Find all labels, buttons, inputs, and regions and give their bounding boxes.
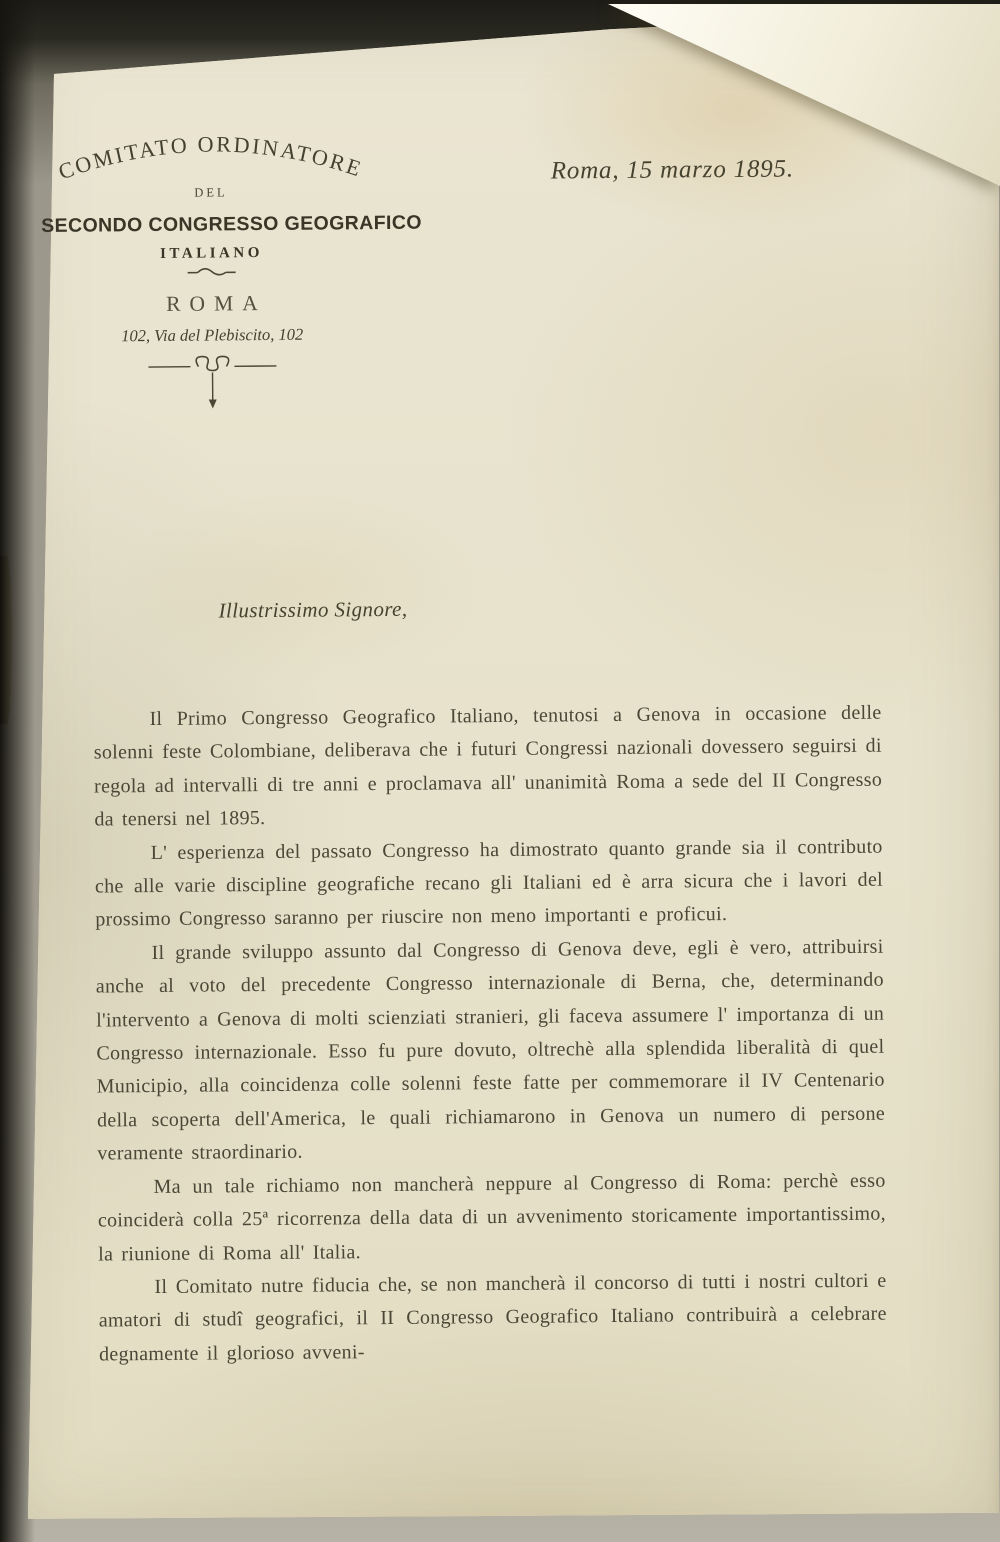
letterhead-city: ROMA [166,291,267,316]
arched-committee-title [40,117,381,192]
flourish-icon [146,354,279,415]
letterhead [40,117,422,416]
paragraph-2: L' esperienza del passato Congresso ha dimostrato quanto grande sia il contributo che alle varie discipline geografiche recano gli Italiani ed è arra sicura che i lavori del prossimo Congresso saranno per riuscire non meno importanti e proficui. [94,835,884,931]
dateline: Roma, 15 marzo 1895. [550,155,794,185]
squiggle-divider-icon [186,265,238,277]
letterhead-congress-line: SECONDO CONGRESSO GEOGRAFICO [41,211,422,237]
letterhead-address: 102, Via del Plebiscito, 102 [121,324,304,346]
letterhead-italiano: ITALIANO [160,245,263,262]
letterhead-del: DEL [194,185,228,200]
letter-body [93,697,887,1372]
paragraph-4: Ma un tale richiamo non mancherà neppure al Congresso di Roma: perchè esso coinciderà colla 25ª ricorrenza della data di un avvenimento storicamente importantissimo, la riunione di Roma all' Italia. [97,1169,886,1266]
paragraph-3: Il grande sviluppo assunto dal Congresso di Genova deve, egli è vero, attribuirsi anche al voto del precedente Congresso internazionale di Berna, che, determinando l'intervento a Genova di molti scienziati stranieri, gli faceva assumere l' importanza di un Congresso internazionale. Esso fu pure dovuto, oltrechè alla splendida liberalità di quel Municipio, alla coincidenza colle solenni feste fatte per commemorare il IV Centenario della scoperta dell'America, le quali richiamarono in Genova un numero di persone veramente straordinario. [95,935,886,1165]
svg-text:COMITATO ORDINATORE [55,130,367,184]
salutation: Illustrissimo Signore, [218,596,408,623]
paragraph-5: Il Comitato nutre fiducia che, se non mancherà il concorso di tutti i nostri cultori e amatori di studî geografici, il II Congresso Geografico Italiano contribuirà a celebrare degnamente il glorioso avveni- [98,1269,887,1366]
paragraph-1: Il Primo Congresso Geografico Italiano, tenutosi a Genova in occasione delle solenni feste Colombiane, deliberava che i futuri Congressi nazionali dovessero seguirsi di regola ad intervalli di tre anni e proclamava all' unanimità Roma a sede del II Congresso da tenersi nel 1895. [93,701,883,831]
committee-title-text: COMITATO ORDINATORE [55,131,367,185]
